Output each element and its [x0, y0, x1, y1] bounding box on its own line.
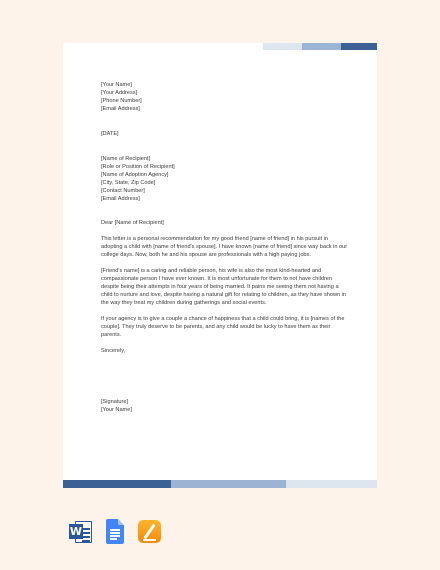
closing: Sincerely, [101, 348, 126, 354]
paragraph-line: college days. Now, both he and his spouse are professionals with a high paying jobs. [101, 252, 311, 258]
paragraph-line: couple]. They truly deserve to be parents, and any child would be lucky to have them as their [101, 324, 331, 330]
recipient-city: [City, State, Zip Code] [101, 180, 156, 186]
top-bar-segment-dark [341, 43, 377, 50]
letter-date: [DATE] [101, 131, 119, 137]
sender-name: [Your Name] [101, 82, 132, 88]
paragraph-line: compassionate person I have ever known. It is most unfortunate for them to not have children [101, 276, 333, 282]
top-bar-segment-mid [302, 43, 341, 50]
paragraph-line: despite being their attempts in four years of being married. It pains me seeing them not having a [101, 284, 339, 290]
paragraph-1 [101, 235, 348, 259]
word-icon[interactable]: W [69, 519, 93, 545]
signature: [Signature] [101, 399, 129, 405]
pages-icon[interactable] [137, 519, 161, 545]
paragraph-line: child to nurture and love, despite having a natural gift for relating to children, as they have shown in [101, 292, 347, 298]
sender-phone: [Phone Number] [101, 98, 142, 104]
paragraph-2 [101, 267, 347, 307]
sender-block [101, 81, 341, 113]
bottom-bar-segment-mid [171, 480, 286, 488]
recipient-block [101, 155, 341, 203]
recipient-contact: [Contact Number] [101, 188, 145, 194]
recipient-email: [Email Address] [101, 196, 140, 202]
bottom-bar-segment-dark [63, 480, 171, 488]
recipient-name: [Name of Recipient] [101, 156, 151, 162]
paragraph-3 [101, 315, 345, 339]
recipient-role: [Role or Position of Recipient] [101, 164, 175, 170]
google-docs-icon[interactable] [103, 519, 127, 545]
top-bar-segment-light [263, 43, 302, 50]
paragraph-line: adopting a child with [name of friend's spouse]. I have known [name of friend] since way back in our [101, 244, 348, 250]
format-icons [69, 519, 161, 545]
paragraph-line: the way they treat my children during gatherings and social events. [101, 300, 267, 306]
paragraph-line: [Friend's name] is a caring and reliable person, his wife is also the most kind-hearted and [101, 268, 322, 274]
sender-address: [Your Address] [101, 90, 138, 96]
letter-content [101, 81, 348, 414]
signer-name: [Your Name] [101, 407, 132, 413]
sender-email: [Email Address] [101, 106, 140, 112]
paragraph-line: parents. [101, 332, 122, 338]
paragraph-line: This letter is a personal recommendation for my good friend [name of friend] in his pursuit in [101, 236, 328, 242]
signature-block [101, 398, 341, 414]
recipient-agency: [Name of Adoption Agency] [101, 172, 169, 178]
top-accent-bar [263, 43, 377, 50]
paragraph-line: If your agency is to give a couple a chance of happiness that a child could bring, it is [names of the [101, 316, 345, 322]
letter-page [63, 43, 377, 488]
bottom-accent-bar [63, 480, 377, 488]
salutation: Dear [Name of Recipient] [101, 220, 164, 226]
bottom-bar-segment-light [286, 480, 377, 488]
